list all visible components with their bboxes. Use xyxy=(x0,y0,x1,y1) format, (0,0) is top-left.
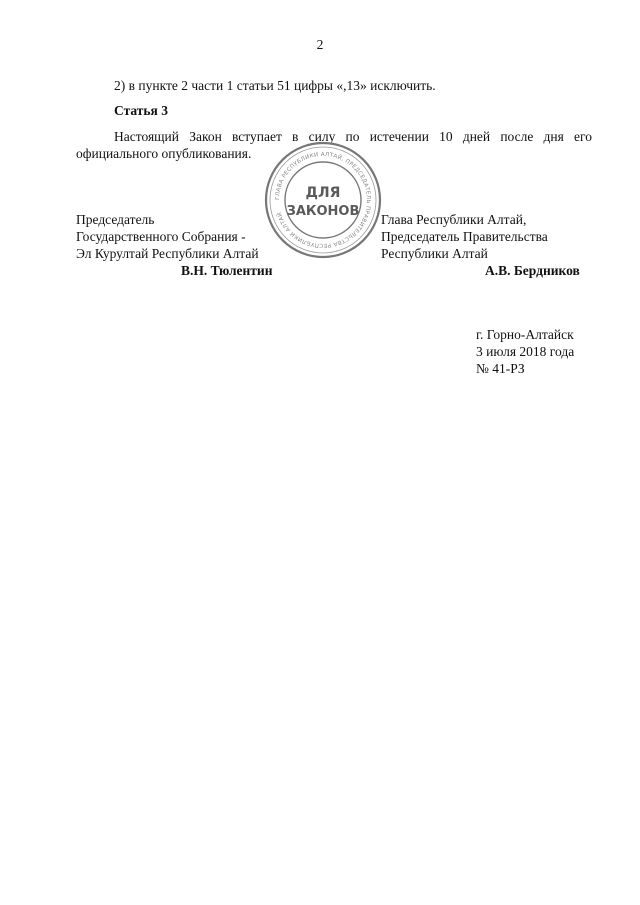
article-text-line1: Настоящий Закон вступает в силу по истечении 10 дней после дня его xyxy=(114,129,592,144)
stamp-ring-text: ГЛАВА РЕСПУБЛИКИ АЛТАЙ, ПРЕДСЕДАТЕЛЬ ПРАВИТЕЛЬСТВА РЕСПУБЛИКИ АЛТАЙ xyxy=(274,151,372,249)
stamp-line1: ДЛЯ xyxy=(305,185,341,201)
article-heading: Статья 3 xyxy=(114,103,168,118)
left-signature-line1: Председатель xyxy=(76,212,155,227)
left-signature-line3: Эл Курултай Республики Алтай xyxy=(76,246,259,261)
right-signature-name: А.В. Бердников xyxy=(485,263,580,278)
law-number: № 41-РЗ xyxy=(476,361,525,376)
stamp-line2: ЗАКОНОВ xyxy=(286,204,360,219)
official-stamp xyxy=(263,140,383,260)
left-signature-line2: Государственного Собрания - xyxy=(76,229,246,244)
law-item-2: 2) в пункте 2 части 1 статьи 51 цифры «,13» исключить. xyxy=(114,78,436,93)
right-signature-line1: Глава Республики Алтай, xyxy=(381,212,527,227)
page-number: 2 xyxy=(316,37,324,52)
place: г. Горно-Алтайск xyxy=(476,327,574,342)
left-signature-name: В.Н. Тюлентин xyxy=(181,263,273,278)
right-signature-line3: Республики Алтай xyxy=(381,246,488,261)
article-text-line2: официального опубликования. xyxy=(76,146,252,161)
date: 3 июля 2018 года xyxy=(476,344,575,359)
right-signature-line2: Председатель Правительства xyxy=(381,229,548,244)
